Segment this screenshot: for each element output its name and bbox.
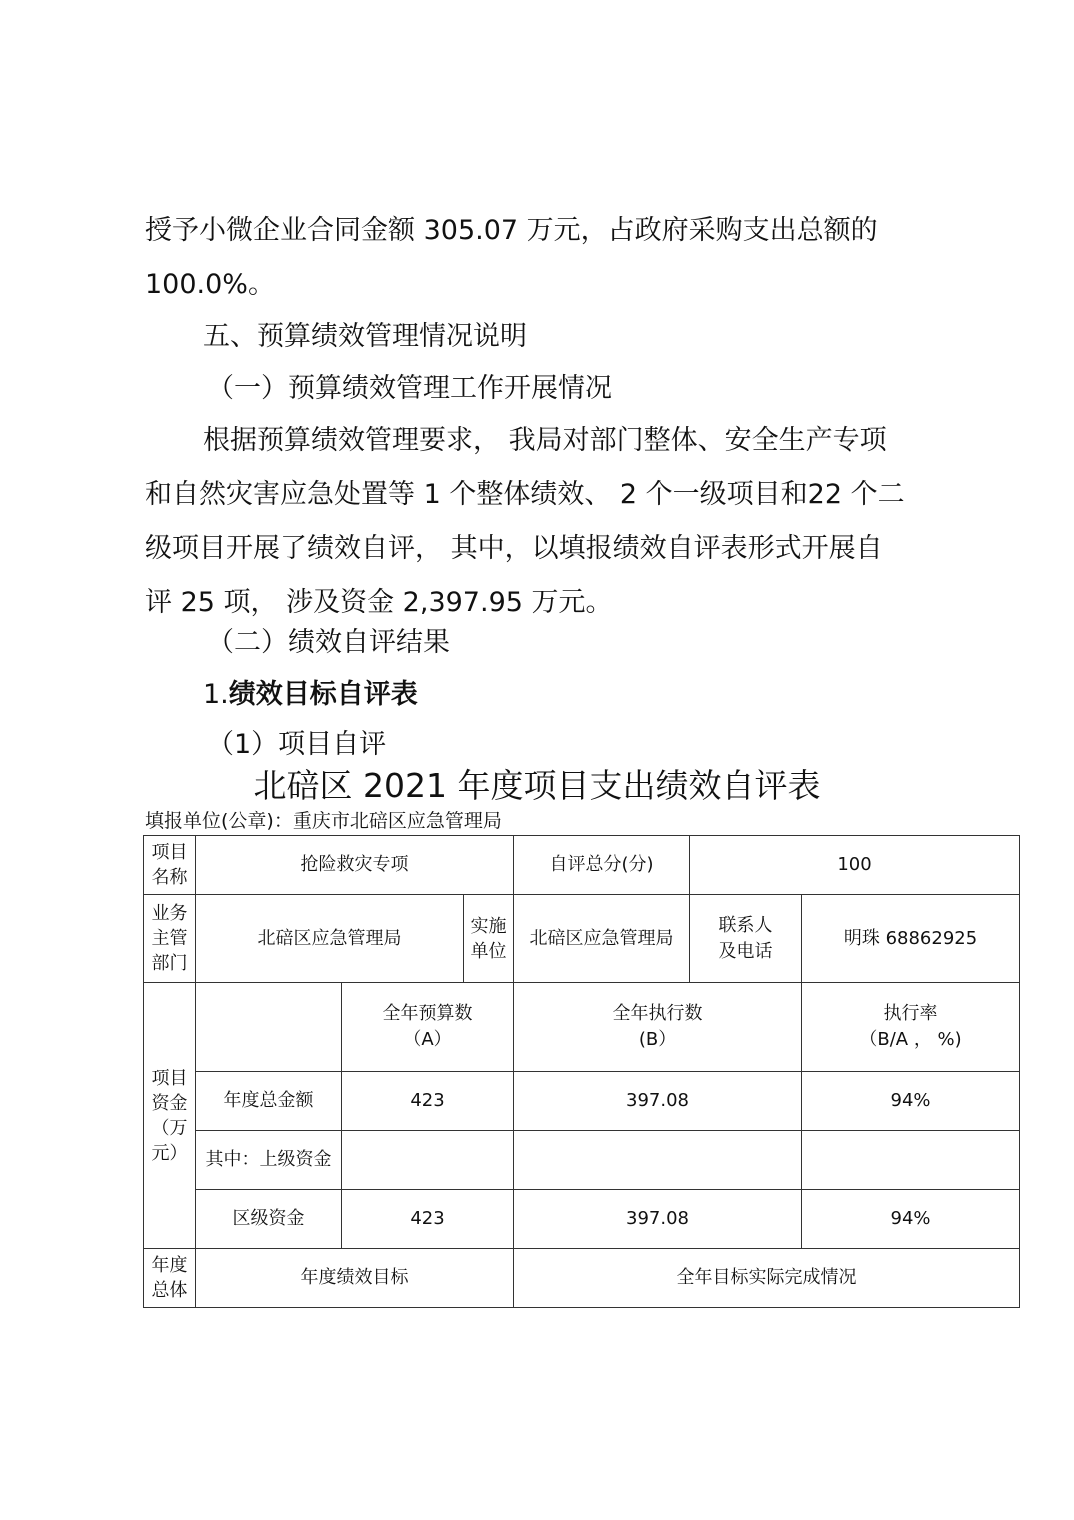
- subsection-heading: （二）绩效自评结果: [207, 627, 450, 658]
- paragraph-line: 授予小微企业合同金额 305.07 万元，占政府采购支出总额的: [145, 215, 878, 246]
- exec-cell: [514, 1131, 802, 1190]
- paragraph-line: 100.0%。: [145, 269, 275, 300]
- col-rate-header: 执行率 （B/A ， %): [802, 983, 1020, 1072]
- table-title: 北碚区 2021 年度项目支出绩效自评表: [253, 766, 821, 805]
- annual-goal-header: 年度绩效目标: [196, 1249, 514, 1308]
- budget-cell: [342, 1131, 514, 1190]
- rate-cell: [802, 1131, 1020, 1190]
- paragraph-performance: [145, 414, 945, 630]
- item-heading: [203, 672, 418, 711]
- rate-cell: 94%: [802, 1072, 1020, 1131]
- table-row: [144, 983, 1020, 1072]
- self-evaluation-table: [143, 835, 1020, 1308]
- item-title: 绩效目标自评表: [228, 679, 418, 710]
- row-label: 区级资金: [196, 1190, 342, 1249]
- col-budget-header: 全年预算数 （A）: [342, 983, 514, 1072]
- total-score-label: 自评总分(分): [514, 836, 690, 895]
- annual-actual-header: 全年目标实际完成情况: [514, 1249, 1020, 1308]
- paragraph-line: 根据预算绩效管理要求， 我局对部门整体、安全生产专项: [203, 425, 887, 456]
- table-row: [144, 836, 1020, 895]
- paragraph-line: 和自然灾害应急处置等 1 个整体绩效、 2 个一级项目和22 个二: [145, 479, 905, 510]
- rate-cell: 94%: [802, 1190, 1020, 1249]
- subsection-heading: （一）预算绩效管理工作开展情况: [207, 373, 612, 404]
- total-score-value: 100: [690, 836, 1020, 895]
- table-row: [144, 895, 1020, 983]
- contact-value: 明珠 68862925: [802, 895, 1020, 983]
- table-row: [144, 1072, 1020, 1131]
- exec-cell: 397.08: [514, 1072, 802, 1131]
- empty-cell: [196, 983, 342, 1072]
- contact-label: 联系人 及电话: [690, 895, 802, 983]
- row-label: 年度总金额: [196, 1072, 342, 1131]
- exec-cell: 397.08: [514, 1190, 802, 1249]
- project-name-value: 抢险救灾专项: [196, 836, 514, 895]
- table-row: [144, 1190, 1020, 1249]
- table-row: [144, 1249, 1020, 1308]
- paragraph-line: 级项目开展了绩效自评， 其中，以填报绩效自评表形式开展自: [145, 533, 883, 564]
- section-heading: 五、预算绩效管理情况说明: [203, 321, 527, 352]
- item-subheading: （1）项目自评: [207, 729, 387, 760]
- dept-label: 业务 主管 部门: [144, 895, 196, 983]
- table-row: [144, 1131, 1020, 1190]
- item-number: 1.: [203, 679, 229, 710]
- dept-value: 北碚区应急管理局: [196, 895, 464, 983]
- funds-label: 项目 资金 （万 元）: [144, 983, 196, 1249]
- budget-cell: 423: [342, 1190, 514, 1249]
- paragraph-line: 评 25 项， 涉及资金 2,397.95 万元。: [145, 587, 613, 618]
- impl-unit-value: 北碚区应急管理局: [514, 895, 690, 983]
- project-name-label: 项目 名称: [144, 836, 196, 895]
- fill-unit: 填报单位(公章)：重庆市北碚区应急管理局: [145, 810, 502, 832]
- impl-unit-label: 实施 单位: [464, 895, 514, 983]
- budget-cell: 423: [342, 1072, 514, 1131]
- paragraph-procurement: [145, 204, 945, 312]
- col-exec-header: 全年执行数 (B）: [514, 983, 802, 1072]
- annual-label: 年度 总体: [144, 1249, 196, 1308]
- row-label: 其中：上级资金: [196, 1131, 342, 1190]
